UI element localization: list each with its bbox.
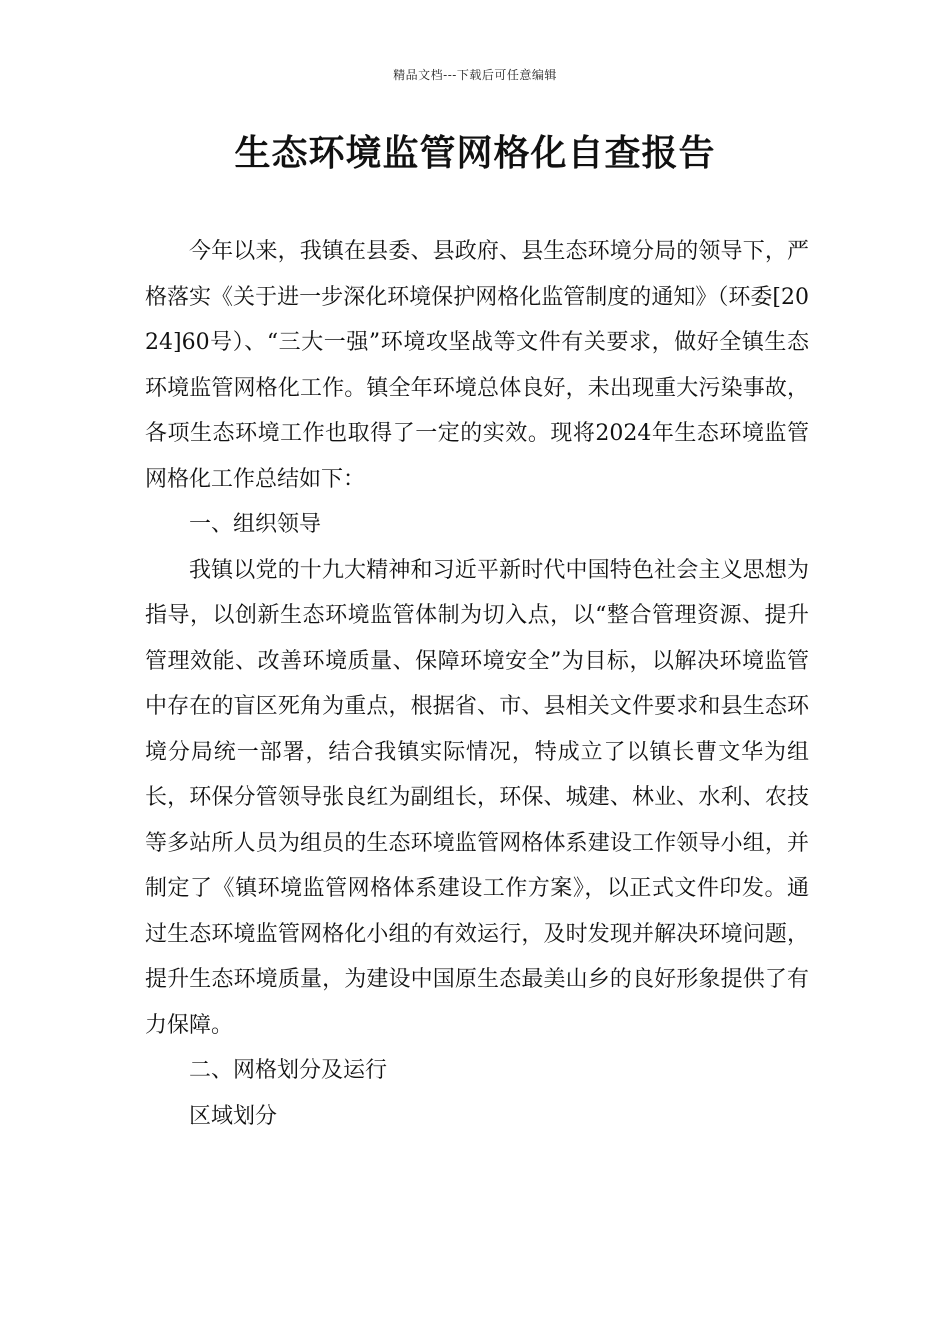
intro-paragraph: 今年以来，我镇在县委、县政府、县生态环境分局的领导下，严格落实《关于进一步深化环境保护网格化监管制度的通知》（环委[2024]60号）、“三大一强”环境攻坚战等文件有关要求，做好全镇生态环境监管网格化工作。镇全年环境总体良好，未出现重大污染事故，各项生态环境工作也取得了一定的实效。现将2024年生态环境监管网格化工作总结如下： [145,239,809,492]
organization-paragraph: 我镇以党的十九大精神和习近平新时代中国特色社会主义思想为指导，以创新生态环境监管体制为切入点，以“整合管理资源、提升管理效能、改善环境质量、保障环境安全”为目标，以解决环境监管中存在的盲区死角为重点，根据省、市、县相关文件要求和县生态环境分局统一部署，结合我镇实际情况，特成立了以镇长曹文华为组长，环保分管领导张良红为副组长，环保、城建、林业、水利、农技等多站所人员为组员的生态环境监管网格体系建设工作领导小组，并制定了《镇环境监管网格体系建设工作方案》，以正式文件印发。通过生态环境监管网格化小组的有效运行，及时发现并解决环境问题，提升生态环境质量，为建设中国原生态最美山乡的良好形象提供了有力保障。 [145,557,809,1038]
subsection-heading-region: 区域划分 [189,1103,278,1129]
document-title: 生态环境监管网格化自查报告 [234,133,716,174]
document-body [145,229,809,1139]
section-heading-organization: 一、组织领导 [189,512,322,537]
header-note: 精品文档---下载后可任意编辑 [393,68,557,82]
section-heading-grid: 二、网格划分及运行 [189,1058,388,1083]
